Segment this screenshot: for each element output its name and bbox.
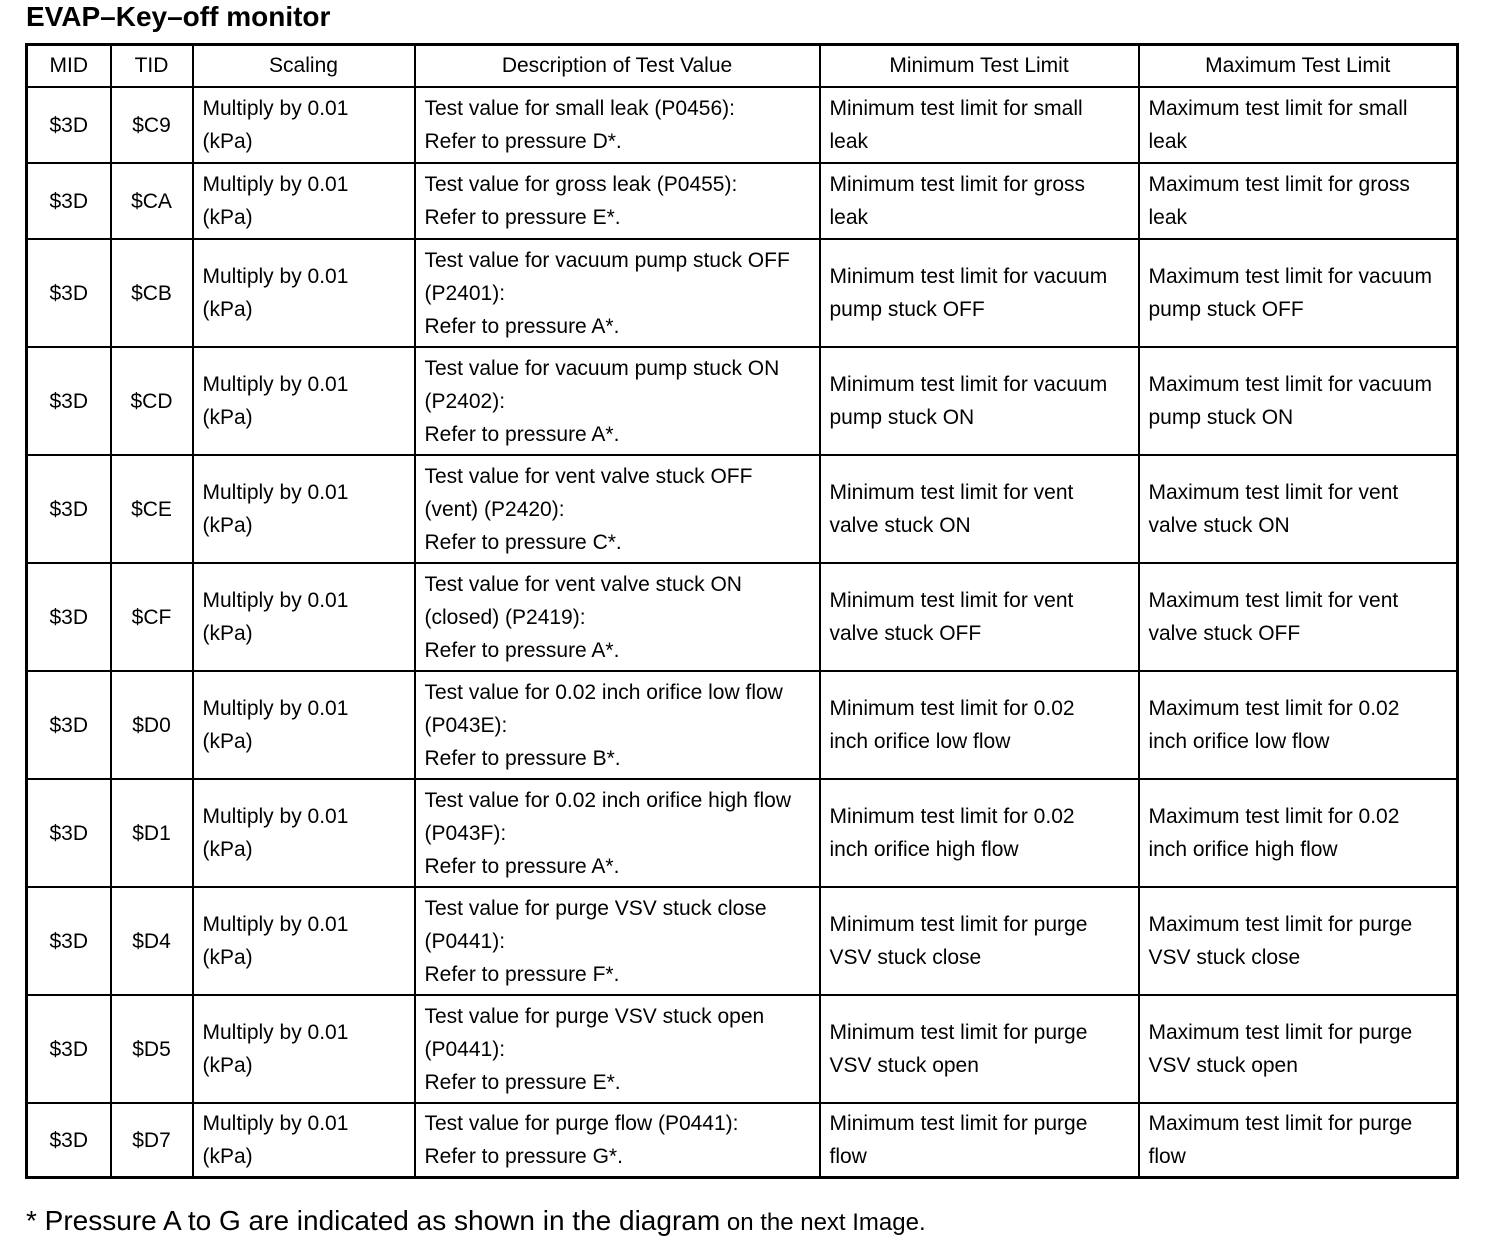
max-limit-line: Maximum test limit for 0.02	[1148, 697, 1400, 720]
scaling-line: (kPa)	[202, 838, 253, 861]
description-line: Test value for vent valve stuck OFF	[424, 464, 753, 488]
footnote-tail: on the next Image.	[720, 1209, 926, 1236]
table-row	[27, 671, 1458, 779]
min-limit-line: VSV stuck close	[829, 946, 982, 969]
tid-cell: $D1	[111, 779, 193, 887]
min-limit-line: Minimum test limit for purge	[829, 1112, 1088, 1135]
description-line: Test value for gross leak (P0455):	[424, 173, 738, 196]
max-limit-line: Maximum test limit for purge	[1148, 913, 1413, 936]
scaling-line: (kPa)	[202, 406, 253, 429]
min-limit-line: pump stuck OFF	[829, 298, 985, 321]
mid-cell: $3D	[27, 995, 111, 1103]
max-limit-cell	[1139, 995, 1458, 1103]
column-header-tid: TID	[111, 45, 193, 88]
description-line: (closed) (P2419):	[424, 605, 586, 629]
min-limit-line: Minimum test limit for vacuum	[829, 265, 1108, 288]
max-limit-line: flow	[1148, 1145, 1186, 1168]
description-cell	[415, 347, 820, 455]
table-row	[27, 239, 1458, 347]
scaling-cell	[193, 87, 415, 163]
max-limit-line: valve stuck OFF	[1148, 622, 1301, 645]
scaling-line: (kPa)	[202, 130, 253, 153]
description-line: Test value for small leak (P0456):	[424, 97, 735, 120]
max-limit-line: inch orifice high flow	[1148, 838, 1338, 861]
max-limit-line: leak	[1148, 206, 1188, 229]
min-limit-line: valve stuck OFF	[829, 622, 982, 645]
max-limit-line: Maximum test limit for purge	[1148, 1112, 1413, 1135]
description-line: Refer to pressure A*.	[424, 854, 620, 878]
column-header-minimum-limit: Minimum Test Limit	[820, 45, 1139, 88]
description-line: (P043E):	[424, 713, 508, 737]
scaling-cell	[193, 239, 415, 347]
description-line: Refer to pressure D*.	[424, 130, 622, 153]
max-limit-line: Maximum test limit for small	[1148, 97, 1408, 120]
description-line: Test value for purge VSV stuck open	[424, 1004, 765, 1028]
min-limit-line: Minimum test limit for purge	[829, 1021, 1088, 1044]
min-limit-cell	[820, 671, 1139, 779]
description-line: (P0441):	[424, 1037, 506, 1061]
max-limit-line: inch orifice low flow	[1148, 730, 1330, 753]
scaling-line: Multiply by 0.01	[202, 265, 349, 288]
description-line: Refer to pressure C*.	[424, 530, 622, 554]
tid-cell: $CD	[111, 347, 193, 455]
scaling-cell	[193, 347, 415, 455]
description-line: (P043F):	[424, 821, 507, 845]
mid-cell: $3D	[27, 887, 111, 995]
column-header-maximum-limit: Maximum Test Limit	[1139, 45, 1458, 88]
min-limit-line: pump stuck ON	[829, 406, 975, 429]
min-limit-line: Minimum test limit for 0.02	[829, 805, 1075, 828]
scaling-line: Multiply by 0.01	[202, 805, 349, 828]
max-limit-line: Maximum test limit for vent	[1148, 589, 1399, 612]
min-limit-cell	[820, 239, 1139, 347]
max-limit-line: Maximum test limit for vent	[1148, 481, 1399, 504]
scaling-line: Multiply by 0.01	[202, 97, 349, 120]
max-limit-line: VSV stuck close	[1148, 946, 1301, 969]
description-line: Test value for vacuum pump stuck ON	[424, 356, 780, 380]
description-line: (P2402):	[424, 389, 506, 413]
table-row	[27, 1103, 1458, 1178]
min-limit-cell	[820, 563, 1139, 671]
description-cell	[415, 455, 820, 563]
scaling-line: Multiply by 0.01	[202, 1021, 349, 1044]
scaling-line: (kPa)	[202, 1054, 253, 1077]
table-row	[27, 563, 1458, 671]
max-limit-cell	[1139, 779, 1458, 887]
min-limit-cell	[820, 1103, 1139, 1178]
max-limit-line: valve stuck ON	[1148, 514, 1290, 537]
description-line: Test value for purge flow (P0441):	[424, 1112, 739, 1135]
column-header-mid: MID	[27, 45, 111, 88]
description-line: Test value for vacuum pump stuck OFF	[424, 248, 790, 272]
scaling-cell	[193, 887, 415, 995]
tid-cell: $CA	[111, 163, 193, 239]
scaling-line: (kPa)	[202, 1145, 253, 1168]
max-limit-cell	[1139, 1103, 1458, 1178]
description-line: Test value for 0.02 inch orifice high flow	[424, 788, 792, 812]
max-limit-cell	[1139, 87, 1458, 163]
description-cell	[415, 779, 820, 887]
scaling-line: (kPa)	[202, 298, 253, 321]
description-line: Refer to pressure F*.	[424, 962, 620, 986]
scaling-line: (kPa)	[202, 514, 253, 537]
description-line: Test value for purge VSV stuck close	[424, 896, 767, 920]
description-line: (P2401):	[424, 281, 506, 305]
description-cell	[415, 87, 820, 163]
max-limit-line: pump stuck ON	[1148, 406, 1294, 429]
scaling-line: (kPa)	[202, 946, 253, 969]
min-limit-line: Minimum test limit for gross	[829, 173, 1086, 196]
table-header-row	[27, 45, 1458, 88]
tid-cell: $C9	[111, 87, 193, 163]
mid-cell: $3D	[27, 163, 111, 239]
scaling-cell	[193, 779, 415, 887]
min-limit-line: Minimum test limit for vent	[829, 589, 1074, 612]
tid-cell: $CF	[111, 563, 193, 671]
max-limit-cell	[1139, 239, 1458, 347]
scaling-cell	[193, 163, 415, 239]
max-limit-line: Maximum test limit for vacuum	[1148, 265, 1433, 288]
max-limit-line: leak	[1148, 130, 1188, 153]
description-line: Test value for vent valve stuck ON	[424, 572, 742, 596]
min-limit-cell	[820, 995, 1139, 1103]
table-row	[27, 779, 1458, 887]
description-cell	[415, 239, 820, 347]
min-limit-line: leak	[829, 206, 869, 229]
description-cell	[415, 563, 820, 671]
min-limit-line: inch orifice low flow	[829, 730, 1011, 753]
min-limit-cell	[820, 87, 1139, 163]
description-cell	[415, 671, 820, 779]
description-line: Refer to pressure G*.	[424, 1145, 623, 1168]
scaling-cell	[193, 563, 415, 671]
min-limit-line: flow	[829, 1145, 867, 1168]
max-limit-line: Maximum test limit for vacuum	[1148, 373, 1433, 396]
min-limit-line: inch orifice high flow	[829, 838, 1019, 861]
description-line: Refer to pressure B*.	[424, 746, 621, 770]
mid-cell: $3D	[27, 1103, 111, 1178]
tid-cell: $D4	[111, 887, 193, 995]
min-limit-line: Minimum test limit for vacuum	[829, 373, 1108, 396]
scaling-cell	[193, 455, 415, 563]
description-line: Refer to pressure A*.	[424, 314, 620, 338]
column-header-scaling: Scaling	[193, 45, 415, 88]
min-limit-line: Minimum test limit for vent	[829, 481, 1074, 504]
monitor-table	[25, 43, 1459, 1179]
min-limit-cell	[820, 779, 1139, 887]
scaling-line: Multiply by 0.01	[202, 913, 349, 936]
description-line: Refer to pressure E*.	[424, 1070, 621, 1094]
table-row	[27, 995, 1458, 1103]
scaling-cell	[193, 1103, 415, 1178]
description-line: (vent) (P2420):	[424, 497, 565, 521]
max-limit-cell	[1139, 163, 1458, 239]
min-limit-line: Minimum test limit for purge	[829, 913, 1088, 936]
table-row	[27, 347, 1458, 455]
max-limit-cell	[1139, 347, 1458, 455]
description-cell	[415, 1103, 820, 1178]
scaling-line: (kPa)	[202, 622, 253, 645]
max-limit-line: pump stuck OFF	[1148, 298, 1304, 321]
max-limit-cell	[1139, 887, 1458, 995]
page-title: EVAP–Key–off monitor	[26, 1, 331, 32]
description-cell	[415, 995, 820, 1103]
mid-cell: $3D	[27, 347, 111, 455]
max-limit-line: VSV stuck open	[1148, 1054, 1298, 1077]
min-limit-cell	[820, 347, 1139, 455]
min-limit-line: valve stuck ON	[829, 514, 971, 537]
min-limit-line: Minimum test limit for 0.02	[829, 697, 1075, 720]
scaling-line: Multiply by 0.01	[202, 481, 349, 504]
mid-cell: $3D	[27, 239, 111, 347]
table-row	[27, 87, 1458, 163]
mid-cell: $3D	[27, 671, 111, 779]
mid-cell: $3D	[27, 87, 111, 163]
footnote-main: * Pressure A to G are indicated as shown in the diagram	[26, 1205, 721, 1236]
scaling-line: Multiply by 0.01	[202, 1112, 349, 1135]
tid-cell: $D0	[111, 671, 193, 779]
description-line: (P0441):	[424, 929, 506, 953]
max-limit-line: Maximum test limit for purge	[1148, 1021, 1413, 1044]
min-limit-cell	[820, 455, 1139, 563]
scaling-line: Multiply by 0.01	[202, 697, 349, 720]
scaling-line: Multiply by 0.01	[202, 173, 349, 196]
description-cell	[415, 163, 820, 239]
max-limit-line: Maximum test limit for 0.02	[1148, 805, 1400, 828]
mid-cell: $3D	[27, 779, 111, 887]
description-cell	[415, 887, 820, 995]
min-limit-cell	[820, 887, 1139, 995]
scaling-line: Multiply by 0.01	[202, 589, 349, 612]
table-row	[27, 163, 1458, 239]
max-limit-cell	[1139, 671, 1458, 779]
max-limit-cell	[1139, 455, 1458, 563]
description-line: Refer to pressure A*.	[424, 638, 620, 662]
scaling-line: (kPa)	[202, 206, 253, 229]
table-row	[27, 455, 1458, 563]
scaling-line: Multiply by 0.01	[202, 373, 349, 396]
mid-cell: $3D	[27, 455, 111, 563]
column-header-description: Description of Test Value	[415, 45, 820, 88]
footnote	[26, 1204, 926, 1243]
tid-cell: $CE	[111, 455, 193, 563]
scaling-line: (kPa)	[202, 730, 253, 753]
min-limit-cell	[820, 163, 1139, 239]
description-line: Refer to pressure E*.	[424, 206, 621, 229]
mid-cell: $3D	[27, 563, 111, 671]
min-limit-line: leak	[829, 130, 869, 153]
tid-cell: $CB	[111, 239, 193, 347]
min-limit-line: VSV stuck open	[829, 1054, 979, 1077]
scaling-cell	[193, 671, 415, 779]
description-line: Refer to pressure A*.	[424, 422, 620, 446]
scaling-cell	[193, 995, 415, 1103]
tid-cell: $D5	[111, 995, 193, 1103]
max-limit-line: Maximum test limit for gross	[1148, 173, 1410, 196]
min-limit-line: Minimum test limit for small	[829, 97, 1083, 120]
max-limit-cell	[1139, 563, 1458, 671]
tid-cell: $D7	[111, 1103, 193, 1178]
table-row	[27, 887, 1458, 995]
description-line: Test value for 0.02 inch orifice low flow	[424, 680, 783, 704]
